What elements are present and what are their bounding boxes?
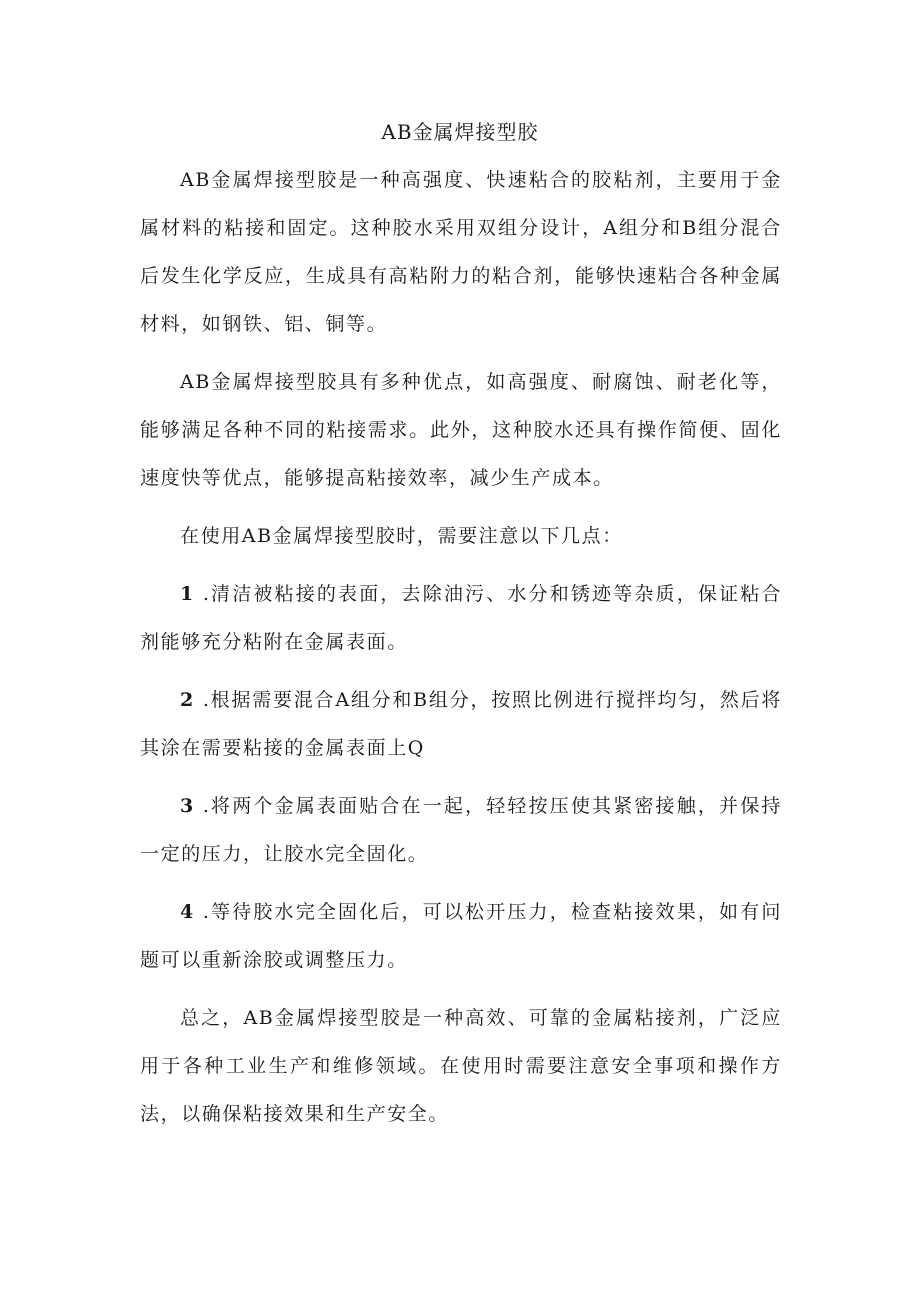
document-body xyxy=(140,156,782,1148)
step-number: 2 xyxy=(180,689,195,711)
step-number: 4 xyxy=(180,901,195,923)
step-item-3 xyxy=(140,782,782,878)
step-item-2 xyxy=(140,676,782,772)
step-number: 3 xyxy=(180,795,195,817)
step-text: .清洁被粘接的表面，去除油污、水分和锈迹等杂质，保证粘合剂能够充分粘附在金属表面。 xyxy=(140,583,782,653)
step-item-1 xyxy=(140,570,782,666)
paragraph-usage-intro: 在使用AB金属焊接型胶时，需要注意以下几点： xyxy=(180,525,623,547)
step-number: 1 xyxy=(180,583,195,605)
step-item-4 xyxy=(140,888,782,984)
paragraph-conclusion: 总之，AB金属焊接型胶是一种高效、可靠的金属粘接剂，广泛应用于各种工业生产和维修领域。在使用时需要注意安全事项和操作方法，以确保粘接效果和生产安全。 xyxy=(140,1007,782,1125)
paragraph-intro: AB金属焊接型胶是一种高强度、快速粘合的胶粘剂，主要用于金属材料的粘接和固定。这种胶水采用双组分设计，A组分和B组分混合后发生化学反应，生成具有高粘附力的粘合剂，能够快速粘合各种金属材料，如钢铁、铝、铜等。 xyxy=(140,169,782,335)
paragraph-advantages: AB金属焊接型胶具有多种优点，如高强度、耐腐蚀、耐老化等，能够满足各种不同的粘接需求。此外，这种胶水还具有操作简便、固化速度快等优点，能够提高粘接效率，减少生产成本。 xyxy=(140,371,782,489)
step-text: .等待胶水完全固化后，可以松开压力，检查粘接效果，如有问题可以重新涂胶或调整压力。 xyxy=(140,901,782,971)
document-title: AB金属焊接型胶 xyxy=(381,120,539,144)
step-text: .根据需要混合A组分和B组分，按照比例进行搅拌均匀，然后将其涂在需要粘接的金属表面上Q xyxy=(140,689,782,759)
step-text: .将两个金属表面贴合在一起，轻轻按压使其紧密接触，并保持一定的压力，让胶水完全固化。 xyxy=(140,795,782,865)
